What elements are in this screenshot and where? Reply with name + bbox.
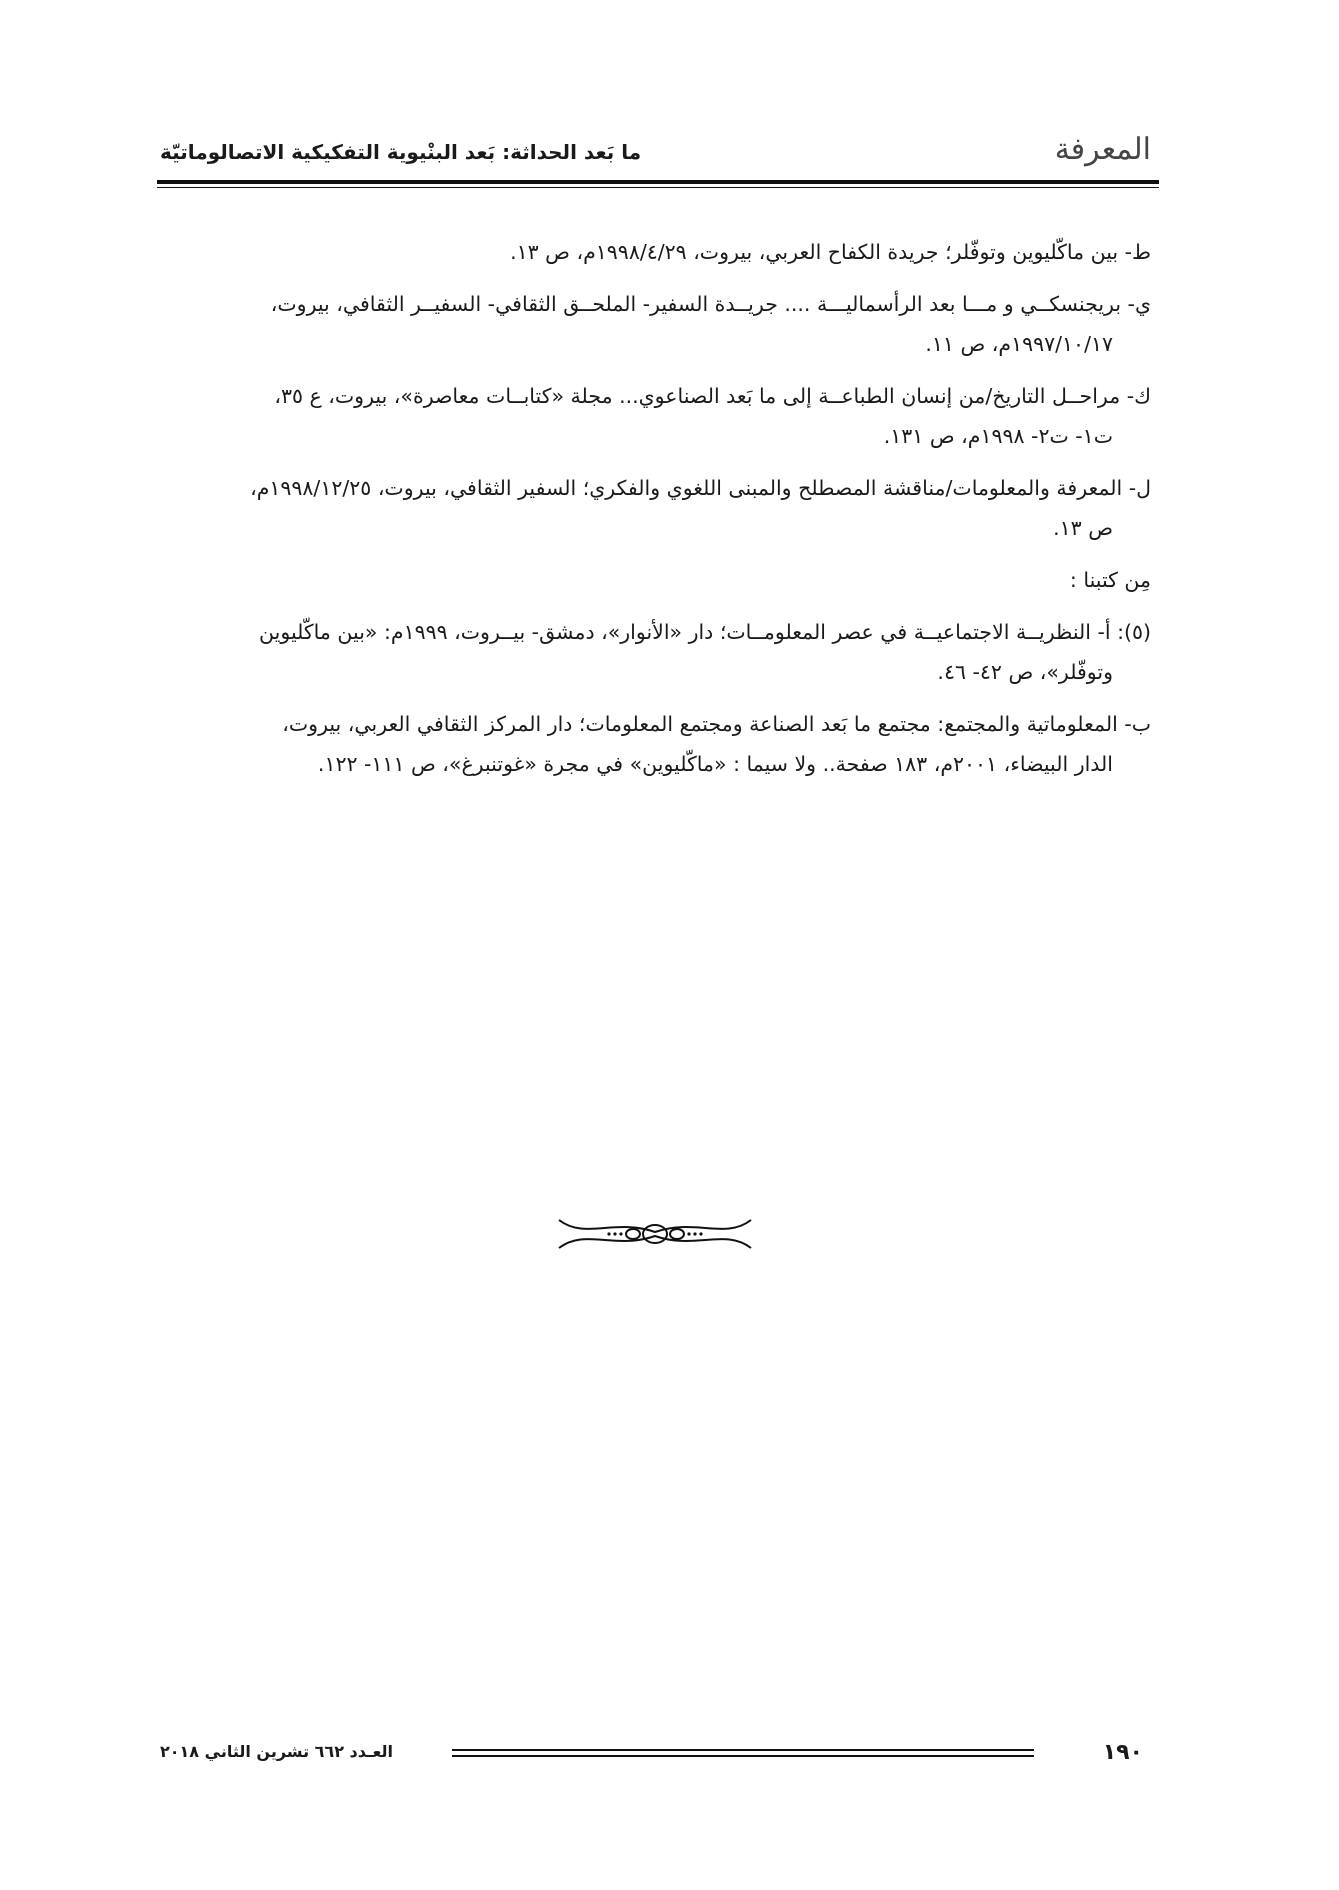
reference-line: (٥): أ- النظريــة الاجتماعيــة في عصر المعلومــات؛ دار «الأنوار»، دمشق- بيــروت، ١٩٩٩م: «بين ماكّليوين [259,620,1151,644]
article-body [160,232,1151,796]
page-number: ١٩٠ [1102,1740,1143,1765]
reference-line: ك- مراحــل التاريخ/من إنسان الطباعــة إلى ما بَعد الصناعوي... مجلة «كتابــات معاصرة»، بيروت، ع ٣٥، [274,384,1151,408]
journal-logo: المعرفة [1054,132,1151,167]
reference-line-continued: ت١- ت٢- ١٩٩٨م، ص ١٣١. [883,424,1113,448]
reference-entry [160,232,1151,272]
page-header-title: ما بَعد الحداثة: بَعد البنْيوية التفكيكية الاتصالوماتيّة [160,140,642,164]
reference-entry [160,704,1151,784]
reference-entry [160,284,1151,364]
header-rule-thick [157,180,1159,184]
reference-line-continued: ص ١٣. [1053,516,1113,540]
section-subheading: مِن كتبنا : [1069,568,1151,592]
reference-line-continued: وتوفّلر»، ص ٤٢- ٤٦. [937,660,1113,684]
reference-entry [160,612,1151,692]
reference-line: ل- المعرفة والمعلومات/مناقشة المصطلح والمبنى اللغوي والفكري؛ السفير الثقافي، بيروت، ١٩٩٨/١٢/٢٥م، [250,476,1151,500]
reference-line: ي- بريجنسكــي و مـــا بعد الرأسماليـــة .... جريــدة السفير- الملحــق الثقافي- السفيــر الثقافي، بيروت، [270,292,1151,316]
reference-line: ط- بين ماكّليوين وتوفّلر؛ جريدة الكفاح العربي، بيروت، ١٩٩٨/٤/٢٩م، ص ١٣. [510,240,1151,264]
ornament-divider-icon [555,1210,755,1258]
footer-rule-bottom [452,1755,1034,1757]
issue-label: العـدد ٦٦٢ تشرين الثاني ٢٠١٨ [160,1742,393,1761]
reference-entry [160,468,1151,548]
reference-line: ب- المعلوماتية والمجتمع: مجتمع ما بَعد الصناعة ومجتمع المعلومات؛ دار المركز الثقافي العربي، بيروت، [282,712,1151,736]
footer-rule-top [452,1749,1034,1751]
header-rule-thin [157,187,1159,188]
reference-entry [160,376,1151,456]
reference-line-continued: الدار البيضاء، ٢٠٠١م، ١٨٣ صفحة.. ولا سيما : «ماكّليوين» في مجرة «غوتنبرغ»، ص ١١١- ١٢٢. [317,752,1113,776]
reference-line-continued: ١٩٩٧/١٠/١٧م، ص ١١. [925,332,1113,356]
